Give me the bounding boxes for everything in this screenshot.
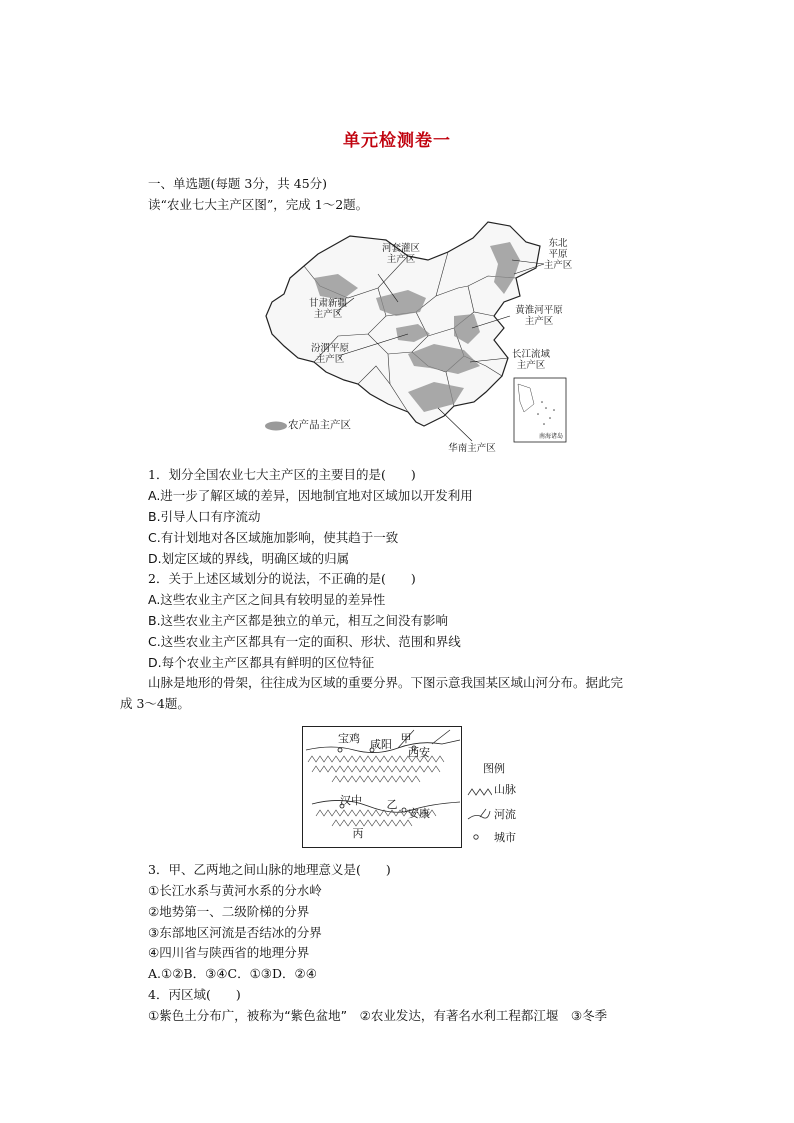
question-2-option-d: D.每个农业主产区都具有鲜明的区位特征 (148, 655, 375, 670)
question-1-option-c: C.有计划地对各区域施加影响，使其趋于一致 (148, 530, 399, 545)
city-ankang: 安康 (408, 807, 430, 820)
city-symbol-icon (474, 835, 478, 839)
question-4-line: ①紫色土分布广，被称为“紫色盆地” ②农业发达，有著名水利工程都江堰 ③冬季 (148, 1008, 608, 1023)
label-gansu: 甘肃新疆 主产区 (308, 298, 347, 320)
mountain-symbol-icon (468, 789, 492, 795)
label-hetao: 河套灌区 主产区 (381, 243, 420, 265)
question-2-option-a: A.这些农业主产区之间具有较明显的差异性 (148, 592, 386, 607)
legend-mountain-label: 山脉 (494, 783, 516, 796)
section-heading: 一、单选题(每题 3分，共 45分) (148, 176, 328, 191)
question-4-stem: 4．丙区域( ) (148, 987, 241, 1002)
legend-swatch (265, 422, 287, 431)
question-2-option-b: B.这些农业主产区都是独立的单元，相互之间没有影响 (148, 613, 449, 628)
question-3-choices: A.①②B．③④C．①③D．②④ (148, 966, 317, 981)
question-1-option-a: A.进一步了解区域的差异，因地制宜地对区域加以开发利用 (148, 488, 473, 503)
label-dongbei: 东北 平原 主产区 (543, 238, 573, 271)
legend-label: 农产品主产区 (288, 419, 351, 431)
question-2-stem: 2．关于上述区域划分的说法，不正确的是( ) (148, 571, 416, 586)
label-jia: 甲 (400, 732, 412, 745)
question-3-stem: 3．甲、乙两地之间山脉的地理意义是( ) (148, 862, 391, 877)
label-fenwei: 汾渭平原 主产区 (310, 343, 349, 365)
intro-text-2: 山脉是地形的骨架，往往成为区域的重要分界。下图示意我国某区域山河分布。据此完 (148, 675, 624, 690)
map2-legend-title: 图例 (483, 762, 505, 775)
map2-legend-symbols (466, 783, 492, 843)
question-1-option-b: B.引导人口有序流动 (148, 509, 261, 524)
river-symbol-icon (468, 809, 490, 819)
question-3-item-4: ④四川省与陕西省的地理分界 (148, 945, 310, 960)
city-hanzhong: 汉中 (340, 794, 362, 807)
legend-city-label: 城市 (494, 831, 516, 844)
intro-text-1: 读“农业七大主产区图”，完成 1～2题。 (148, 197, 369, 212)
city-xian: 西安 (408, 746, 430, 759)
question-1-stem: 1．划分全国农业七大主产区的主要目的是( ) (148, 467, 416, 482)
question-2-option-c: C.这些农业主产区都具有一定的面积、形状、范围和界线 (148, 634, 461, 649)
label-changjiang: 长江流域 主产区 (511, 349, 550, 371)
question-3-item-2: ②地势第一、二级阶梯的分界 (148, 904, 310, 919)
label-huanghuai: 黄淮河平原 主产区 (515, 305, 563, 327)
question-3-item-1: ①长江水系与黄河水系的分水岭 (148, 883, 322, 898)
city-xianyang: 咸阳 (370, 738, 392, 751)
label-yi: 乙 (386, 798, 398, 811)
page-title: 单元检测卷一 (343, 131, 451, 151)
label-bing: 丙 (352, 827, 364, 840)
legend-river-label: 河流 (494, 808, 516, 821)
label-huanan: 华南主产区 (448, 443, 496, 454)
label-nanhai: 南海诸岛 (538, 433, 563, 440)
intro-text-2-cont: 成 3～4题。 (120, 696, 190, 711)
question-1-option-d: D.划定区域的界线，明确区域的归属 (148, 551, 350, 566)
city-baoji: 宝鸡 (338, 732, 360, 745)
question-3-item-3: ③东部地区河流是否结冰的分界 (148, 925, 322, 940)
